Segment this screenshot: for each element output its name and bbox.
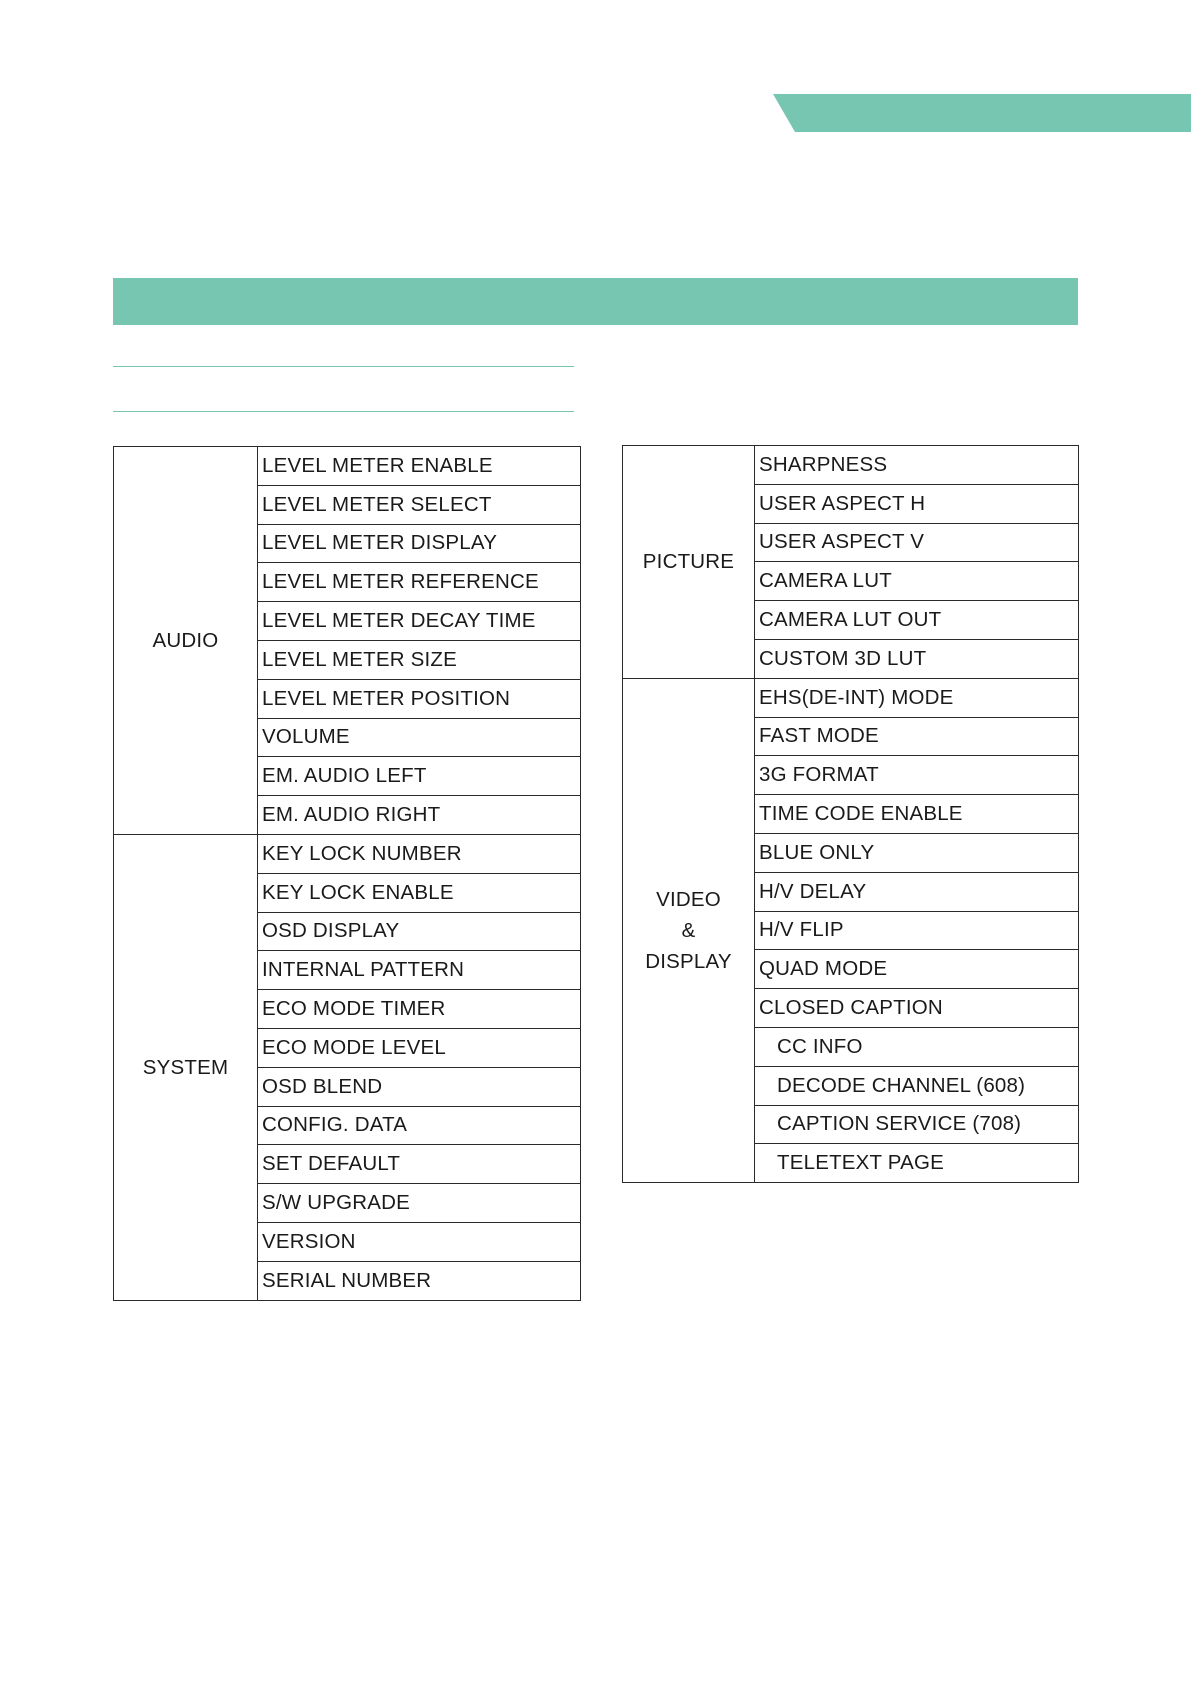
menu-item: CLOSED CAPTION bbox=[755, 989, 1079, 1028]
group-label-video-display bbox=[623, 678, 755, 1182]
menu-item: BLUE ONLY bbox=[755, 833, 1079, 872]
menu-item: 3G FORMAT bbox=[755, 756, 1079, 795]
menu-item: KEY LOCK NUMBER bbox=[258, 834, 581, 873]
menu-item: VOLUME bbox=[258, 718, 581, 757]
menu-item: LEVEL METER POSITION bbox=[258, 679, 581, 718]
menu-item: EM. AUDIO LEFT bbox=[258, 757, 581, 796]
menu-item: LEVEL METER SIZE bbox=[258, 640, 581, 679]
menu-item: CUSTOM 3D LUT bbox=[755, 639, 1079, 678]
menu-item: EHS(DE-INT) MODE bbox=[755, 678, 1079, 717]
menu-item: KEY LOCK ENABLE bbox=[258, 873, 581, 912]
table-row bbox=[623, 446, 1079, 485]
menu-item: ECO MODE LEVEL bbox=[258, 1028, 581, 1067]
menu-item: LEVEL METER REFERENCE bbox=[258, 563, 581, 602]
table-row bbox=[114, 834, 581, 873]
group-label-line: VIDEO bbox=[656, 887, 721, 911]
header-corner-tab bbox=[773, 94, 1191, 132]
menu-tree-table-right bbox=[622, 445, 1079, 1183]
menu-item: LEVEL METER SELECT bbox=[258, 485, 581, 524]
menu-item: OSD BLEND bbox=[258, 1067, 581, 1106]
menu-item: OSD DISPLAY bbox=[258, 912, 581, 951]
menu-item: LEVEL METER DECAY TIME bbox=[258, 602, 581, 641]
menu-item: LEVEL METER DISPLAY bbox=[258, 524, 581, 563]
menu-item: H/V FLIP bbox=[755, 911, 1079, 950]
menu-item: USER ASPECT H bbox=[755, 484, 1079, 523]
menu-tree-table-left bbox=[113, 446, 581, 1301]
group-label-system: SYSTEM bbox=[114, 834, 258, 1300]
menu-item: CAMERA LUT bbox=[755, 562, 1079, 601]
menu-item: USER ASPECT V bbox=[755, 523, 1079, 562]
menu-subitem: CC INFO bbox=[755, 1027, 1079, 1066]
group-label-line: DISPLAY bbox=[645, 949, 732, 973]
menu-item: LEVEL METER ENABLE bbox=[258, 447, 581, 486]
menu-item: TIME CODE ENABLE bbox=[755, 795, 1079, 834]
menu-item: EM. AUDIO RIGHT bbox=[258, 796, 581, 835]
table-row bbox=[114, 447, 581, 486]
menu-item: H/V DELAY bbox=[755, 872, 1079, 911]
heading-rule-bottom bbox=[113, 411, 574, 412]
menu-item: VERSION bbox=[258, 1222, 581, 1261]
menu-item: QUAD MODE bbox=[755, 950, 1079, 989]
menu-item: SERIAL NUMBER bbox=[258, 1261, 581, 1300]
section-header-bar bbox=[113, 278, 1078, 325]
menu-item: CAMERA LUT OUT bbox=[755, 601, 1079, 640]
menu-item: FAST MODE bbox=[755, 717, 1079, 756]
group-label-audio: AUDIO bbox=[114, 447, 258, 835]
menu-item: S/W UPGRADE bbox=[258, 1184, 581, 1223]
menu-subitem: TELETEXT PAGE bbox=[755, 1144, 1079, 1183]
table-row bbox=[623, 678, 1079, 717]
group-label-line: & bbox=[681, 918, 696, 942]
menu-item: INTERNAL PATTERN bbox=[258, 951, 581, 990]
menu-item: SHARPNESS bbox=[755, 446, 1079, 485]
menu-subitem: CAPTION SERVICE (708) bbox=[755, 1105, 1079, 1144]
heading-rule-top bbox=[113, 366, 574, 367]
group-label-picture: PICTURE bbox=[623, 446, 755, 679]
menu-subitem: DECODE CHANNEL (608) bbox=[755, 1066, 1079, 1105]
menu-item: ECO MODE TIMER bbox=[258, 990, 581, 1029]
menu-item: SET DEFAULT bbox=[258, 1145, 581, 1184]
menu-item: CONFIG. DATA bbox=[258, 1106, 581, 1145]
